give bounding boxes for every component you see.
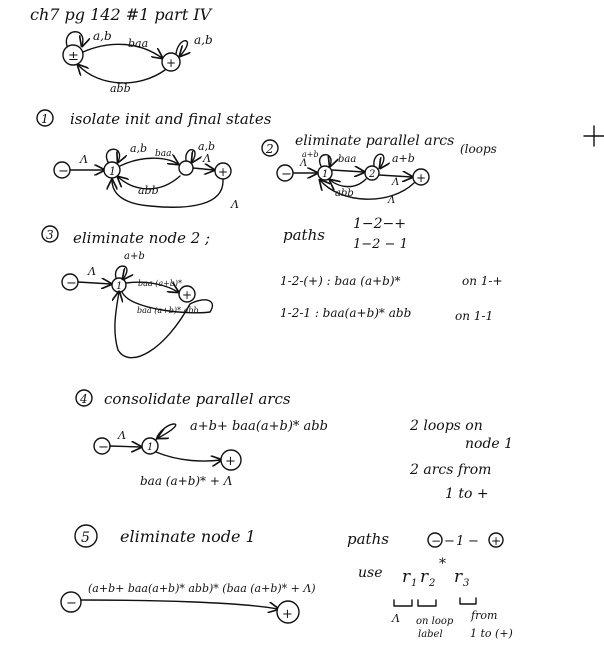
step1-heading: isolate init and final states [70,110,272,128]
step2-note: (loops [460,142,497,156]
step3-row2: 1-2-1 : baa(a+b)* abb [280,306,412,320]
step3-row1-note: on 1-+ [462,274,503,288]
s3-node1: 1 [116,281,123,292]
step4-note2: node 1 [465,436,514,452]
s4-minus: − [98,440,109,455]
step5-label-label: label [418,629,443,640]
s3-loop: a+b [124,251,145,262]
s3-minus: − [66,276,77,291]
s4-loop: a+b+ baa(a+b)* abb [190,419,328,434]
s5-path-sep2: − [468,534,479,549]
s4-lambda: Λ [118,429,126,442]
step3-path2: 1−2 − 1 [353,237,408,252]
s1-plus: + [218,165,229,179]
s5-plus: + [282,607,293,622]
s5-path-minus: − [431,534,442,548]
s1-minus: − [58,164,69,179]
step1-number: 1 [41,112,49,126]
top-edge-label: baa [128,37,149,50]
step2-heading: eliminate parallel arcs [295,133,455,149]
s5-path-plus: + [491,534,502,548]
step4-diagram [94,419,328,488]
s5-r2-sub: 2 [429,578,436,589]
s2-node2: 2 [369,169,376,180]
s3-edge2: baa (a+b)* abb [137,306,199,315]
s5-r3: r [454,567,463,587]
step5-r-terms [394,556,476,606]
s2-loop1: a+b [302,150,319,159]
s1-lambda2: Λ [203,152,211,165]
s4-node1: 1 [147,442,154,453]
top-back-label: abb [110,82,131,95]
s5-r2: r [420,567,429,587]
s5-r3-sub: 3 [463,578,470,589]
s2-back: abb [335,188,354,199]
step4-note4: 1 to + [445,486,489,502]
s1-back: abb [138,184,159,197]
s1-lambda1: Λ [80,153,88,166]
s2-minus: − [281,167,292,182]
s1-loop1: a,b [130,142,148,155]
step5-label-from: from [471,609,498,622]
step5-label-lambda: Λ [392,612,400,625]
step3-row1: 1-2-(+) : baa (a+b)* [280,274,401,288]
step3-paths-label: paths [283,226,325,244]
s4-plus: + [225,454,236,469]
s5-r1: r [402,567,411,587]
s1-edge: baa [155,149,172,159]
step1-diagram [54,140,239,211]
step5-number: 5 [81,530,90,546]
step4-heading: consolidate parallel arcs [104,390,291,408]
step4-note3: 2 arcs from [410,462,492,478]
step3-diagram [62,251,212,358]
step5-label-onloop: on loop [416,616,454,627]
top-loop1-label: a,b [93,29,112,43]
s2-lambda2: Λ [392,177,400,188]
s5-path-node1: 1 [456,534,465,549]
s2-lambda1: Λ [300,158,308,169]
s3-plus: + [182,288,193,302]
step5-diagram [61,582,316,623]
s2-node1: 1 [322,169,329,180]
step5-paths-label: paths [347,530,389,548]
s5-r2-star: * [439,556,446,572]
step4-number: 4 [80,392,88,406]
s5-r1-sub: 1 [411,578,418,589]
s1-lambda3: Λ [231,198,239,211]
s3-lambda: Λ [88,265,96,278]
step3-number: 3 [46,228,54,242]
s5-path-sep1: − [444,534,455,549]
s1-loop2: a,b [198,140,216,153]
start-final-state-label: ± [68,49,79,64]
s5-minus: − [66,596,77,611]
s2-plus: + [416,171,427,185]
step4-note1: 2 loops on [410,418,483,434]
page-title: ch7 pg 142 #1 part IV [30,5,212,24]
step5-heading: eliminate node 1 [120,527,256,546]
top-diagram [63,29,213,95]
step3-path1: 1−2−+ [353,216,407,232]
crosshair-cursor-icon [584,126,604,146]
step5-use: use [358,565,383,581]
step2-number: 2 [266,142,274,156]
top-final-state-label: + [166,56,177,70]
s3-edge1: baa (a+b)* [138,279,183,288]
top-loop2-label: a,b [194,33,213,47]
s2-loop2: a+b [392,152,415,165]
s2-edge: baa [338,154,357,165]
s5-expression: (a+b+ baa(a+b)* abb)* (baa (a+b)* + Λ) [88,582,316,595]
s4-edge: baa (a+b)* + Λ [140,474,233,488]
step2-diagram [277,150,429,206]
s2-lambda3: Λ [388,195,396,206]
step5-label-1to: 1 to (+) [470,627,513,640]
step3-row2-note: on 1-1 [455,309,494,323]
step5-path [428,533,503,549]
step3-heading: eliminate node 2 ; [73,229,211,247]
s1-node1: 1 [109,165,116,178]
